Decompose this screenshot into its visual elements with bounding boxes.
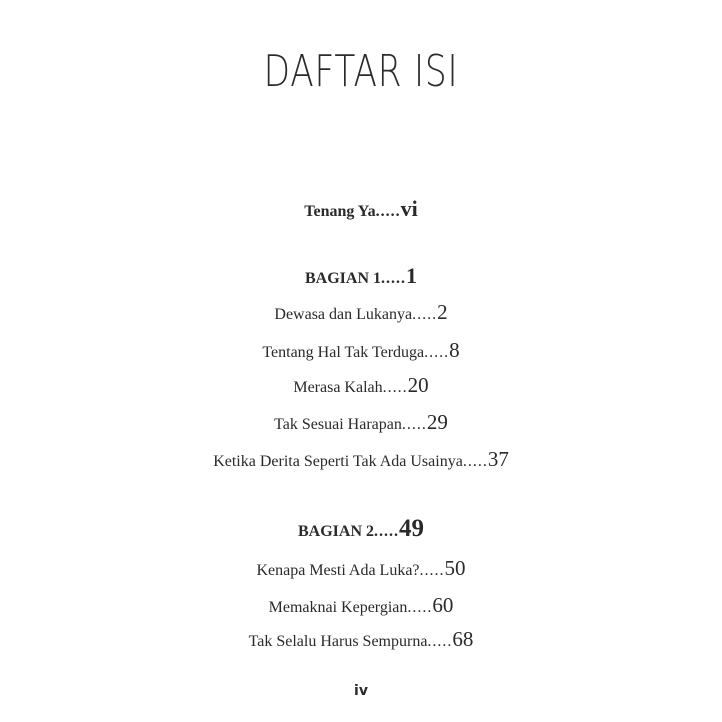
toc-entry-tak-selalu <box>0 627 722 652</box>
toc-entry-label: Ketika Derita Seperti Tak Ada Usainya <box>213 453 463 470</box>
toc-entry-page: 68 <box>452 627 474 651</box>
toc-section-dots: ..... <box>374 523 399 540</box>
toc-entry-label: Merasa Kalah <box>293 379 383 396</box>
toc-section-bagian-1 <box>0 263 722 289</box>
toc-entry-dots: ..... <box>375 203 401 220</box>
toc-entry-page: 8 <box>449 338 460 362</box>
toc-entry-dots: ..... <box>401 416 427 433</box>
toc-entry-page: vi <box>400 196 418 221</box>
toc-entry-page: 2 <box>437 300 448 324</box>
toc-entry-page: 50 <box>444 556 466 580</box>
toc-entry-tenang-ya <box>0 196 722 222</box>
toc-entry-page: 60 <box>432 593 454 617</box>
toc-section-label: BAGIAN 2 <box>297 523 374 540</box>
toc-entry-label: Tak Selalu Harus Sempurna <box>248 633 428 650</box>
toc-entry-label: Dewasa dan Lukanya <box>274 306 413 323</box>
toc-entry-page: 37 <box>487 447 509 471</box>
toc-entry-page: 29 <box>426 410 448 434</box>
toc-section-page: 1 <box>406 263 417 288</box>
toc-section-page: 49 <box>399 515 424 542</box>
toc-entry-ketika-derita <box>0 447 722 472</box>
toc-entry-dots: ..... <box>419 562 445 579</box>
toc-section-label: BAGIAN 1 <box>304 270 381 287</box>
toc-entry-label: Tak Sesuai Harapan <box>274 416 402 433</box>
toc-entry-dots: ..... <box>424 344 450 361</box>
toc-entry-dots: ..... <box>412 306 438 323</box>
toc-section-bagian-2 <box>0 515 722 543</box>
toc-entry-page: 20 <box>407 373 429 397</box>
toc-entry-tentang-hal <box>0 338 722 363</box>
toc-entry-dots: ..... <box>407 599 433 616</box>
toc-entry-tak-sesuai <box>0 410 722 435</box>
toc-section-dots: ..... <box>381 270 406 287</box>
toc-entry-memaknai <box>0 593 722 618</box>
toc-entry-label: Kenapa Mesti Ada Luka? <box>256 562 420 579</box>
page-title: DAFTAR ISI <box>263 46 459 97</box>
page-number: iv <box>354 683 368 699</box>
toc-entry-kenapa-mesti <box>0 556 722 581</box>
toc-entry-label: Tenang Ya <box>304 203 376 220</box>
toc-entry-dots: ..... <box>427 633 453 650</box>
toc-entry-dots: ..... <box>382 379 408 396</box>
toc-entry-label: Memaknai Kepergian <box>268 599 408 616</box>
toc-entry-dots: ..... <box>462 453 488 470</box>
toc-entry-dewasa <box>0 300 722 325</box>
toc-entry-merasa-kalah <box>0 373 722 398</box>
toc-entry-label: Tentang Hal Tak Terduga <box>262 344 425 361</box>
